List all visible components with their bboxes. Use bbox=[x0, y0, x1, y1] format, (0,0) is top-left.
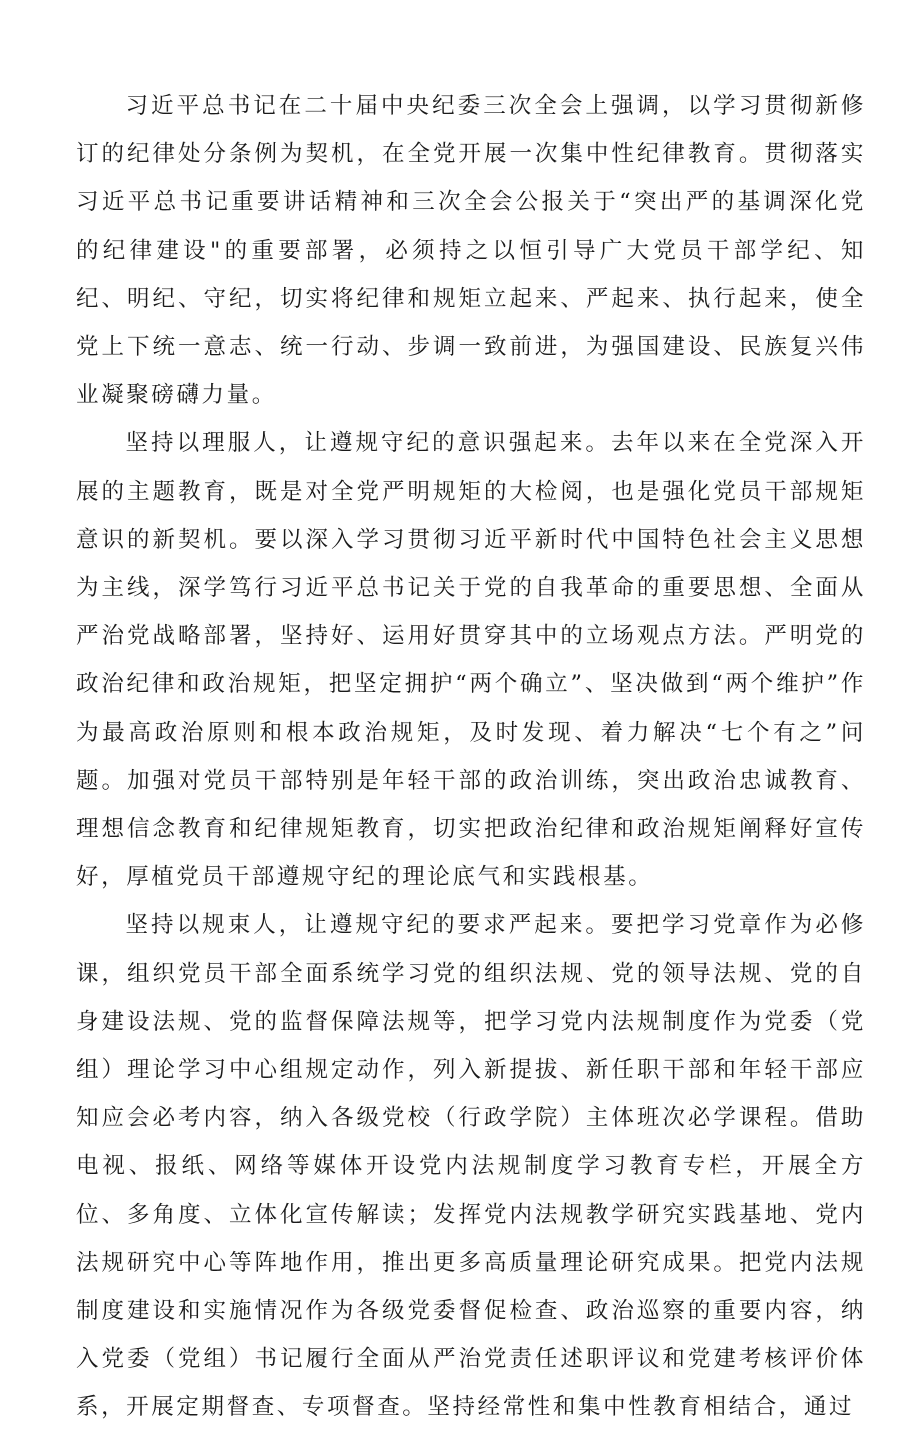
paragraph-regulations: 坚持以规束人，让遵规守纪的要求严起来。要把学习党章作为必修课，组织党员干部全面系统学习党的组织法规、党的领导法规、党的自身建设法规、党的监督保障法规等，把学习党内法规制度作为党委（党组）理论学习中心组规定动作，列入新提拔、新任职干部和年轻干部应知应会必考内容，纳入各级党校（行政学院）主体班次必学课程。借助电视、报纸、网络等媒体开设党内法规制度学习教育专栏，开展全方位、多角度、立体化宣传解读；发挥党内法规教学研究实践基地、党内法规研究中心等阵地作用，推出更多高质量理论研究成果。把党内法规制度建设和实施情况作为各级党委督促检查、政治巡察的重要内容，纳入党委（党组）书记履行全面从严治党责任述职评议和党建考核评价体系，开展定期督查、专项督查。坚持经常性和集中性教育相结合，通过 bbox=[76, 912, 866, 1421]
paragraph-intro: 习近平总书记在二十届中央纪委三次全会上强调，以学习贯彻新修订的纪律处分条例为契机，在全党开展一次集中性纪律教育。贯彻落实习近平总书记重要讲话精神和三次全会公报关于“突出严的基调深化党的纪律建设"的重要部署，必须持之以恒引导广大党员干部学纪、知纪、明纪、守纪，切实将纪律和规矩立起来、严起来、执行起来，使全党上下统一意志、统一行动、步调一致前进，为强国建设、民族复兴伟业凝聚磅礴力量。 bbox=[76, 93, 866, 409]
document-body bbox=[76, 82, 866, 1432]
paragraph-reasoning: 坚持以理服人，让遵规守纪的意识强起来。去年以来在全党深入开展的主题教育，既是对全党严明规矩的大检阅，也是强化党员干部规矩意识的新契机。要以深入学习贯彻习近平新时代中国特色社会主义思想为主线，深学笃行习近平总书记关于党的自我革命的重要思想、全面从严治党战略部署，坚持好、运用好贯穿其中的立场观点方法。严明党的政治纪律和政治规矩，把坚定拥护“两个确立”、坚决做到“两个维护”作为最高政治原则和根本政治规矩，及时发现、着力解决“七个有之”问题。加强对党员干部特别是年轻干部的政治训练，突出政治忠诚教育、理想信念教育和纪律规矩教育，切实把政治纪律和政治规矩阐释好宣传好，厚植党员干部遵规守纪的理论底气和实践根基。 bbox=[76, 430, 866, 891]
